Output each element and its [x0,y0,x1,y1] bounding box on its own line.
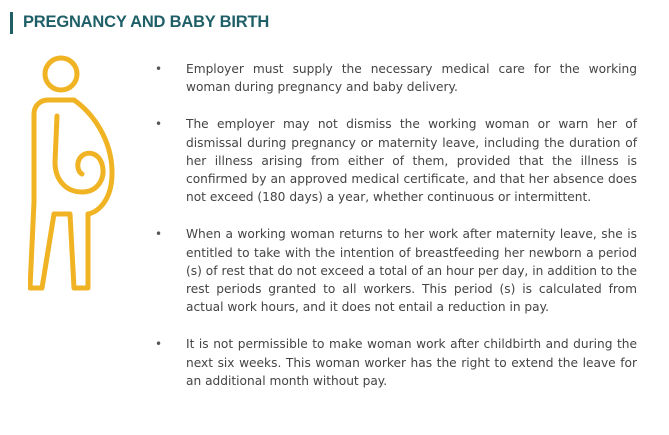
bullet-dot-icon: • [155,337,163,352]
bullet-item [155,60,637,96]
bullet-dot-icon: • [155,62,163,76]
bullet-list [155,60,637,409]
bullet-text: It is not permissible to make woman work after childbirth and during the next six weeks. This woman worker has the right to extend the leave for an additional month without pay. [186,337,637,388]
bullet-text: When a working woman returns to her work after maternity leave, she is entitled to take with the intention of breastfeeding her newborn a period (s) of rest that do not exceed a total of an hour per day, in addition to the rest periods granted to all workers. This period (s) is calculated from actual work hours, and it does not entail a reduction in pay. [186,227,637,315]
page-title: PREGNANCY AND BABY BIRTH [23,13,270,31]
bullet-text: The employer may not dismiss the working woman or warn her of dismissal during pregnancy or maternity leave, including the duration of her illness arising from either of them, provided that the illness is confirmed by an approved medical certificate, and that her absence does not exceed (180 days) a year, whether continuous or intermittent. [186,117,637,205]
bullet-item [155,225,637,316]
figure-body [30,100,112,288]
bullet-text: Employer must supply the necessary medical care for the working woman during pregnancy and baby delivery. [186,62,637,95]
bullet-dot-icon: • [155,117,163,132]
bullet-item [155,115,637,206]
bullet-item [155,335,637,390]
figure-head [45,58,77,90]
pregnant-woman-icon [28,52,118,292]
bullet-dot-icon: • [155,227,163,242]
title-accent-bar [10,12,13,34]
figure-arm [55,116,103,192]
